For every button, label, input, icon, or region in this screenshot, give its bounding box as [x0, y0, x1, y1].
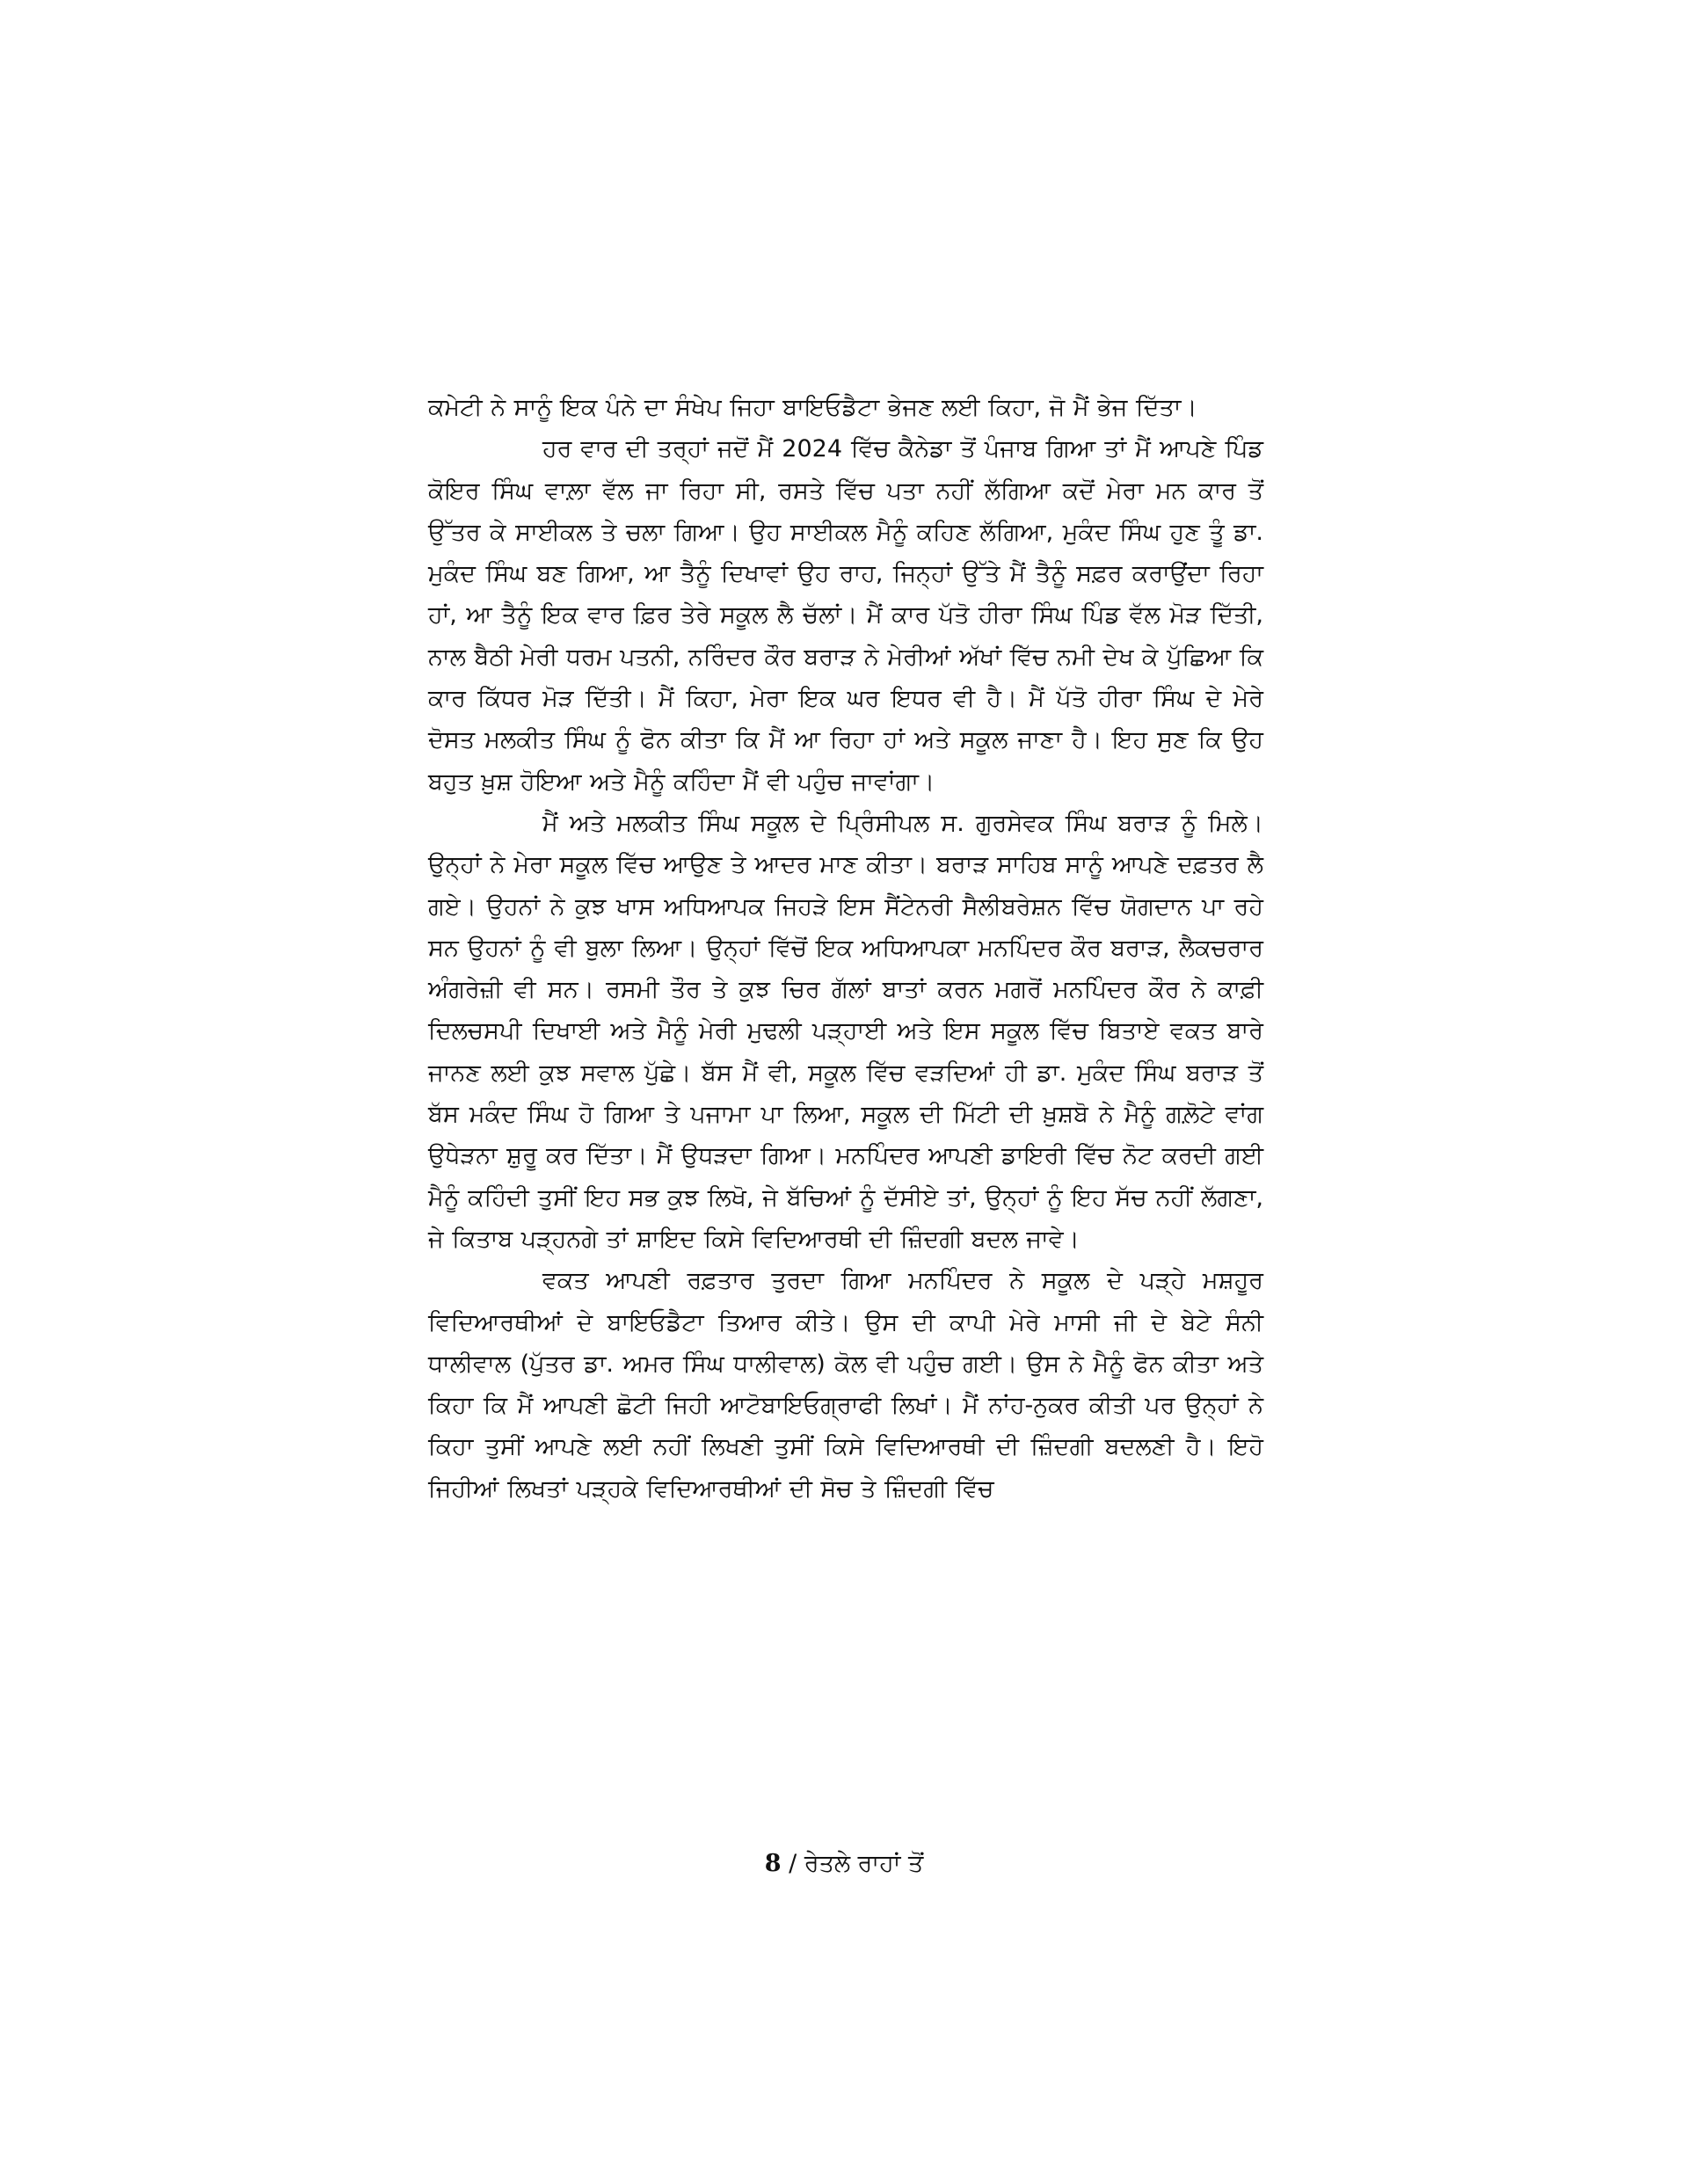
- book-title: ਰੇਤਲੇ ਰਾਹਾਂ ਤੋਂ: [804, 1850, 924, 1877]
- paragraph-4: ਵਕਤ ਆਪਣੀ ਰਫ਼ਤਾਰ ਤੁਰਦਾ ਗਿਆ ਮਨਪਿੰਦਰ ਨੇ ਸਕੂਲ ਦੇ ਪੜ੍ਹੇ ਮਸ਼ਹੂਰ ਵਿਦਿਆਰਥੀਆਂ ਦੇ ਬਾਇਓਡੈਟਾ ਤਿਆਰ ਕੀਤੇ। ਉਸ ਦੀ ਕਾਪੀ ਮੇਰੇ ਮਾਸੀ ਜੀ ਦੇ ਬੇਟੇ ਸੰਨੀ ਧਾਲੀਵਾਲ (ਪੁੱਤਰ ਡਾ. ਅਮਰ ਸਿੰਘ ਧਾਲੀਵਾਲ) ਕੋਲ ਵੀ ਪਹੁੰਚ ਗਈ। ਉਸ ਨੇ ਮੈਨੂੰ ਫੋਨ ਕੀਤਾ ਅਤੇ ਕਿਹਾ ਕਿ ਮੈਂ ਆਪਣੀ ਛੋਟੀ ਜਿਹੀ ਆਟੋਬਾਇਓਗ੍ਰਾਫੀ ਲਿਖਾਂ। ਮੈਂ ਨਾਂਹ-ਨੁਕਰ ਕੀਤੀ ਪਰ ਉਨ੍ਹਾਂ ਨੇ ਕਿਹਾ ਤੁਸੀਂ ਆਪਣੇ ਲਈ ਨਹੀਂ ਲਿਖਣੀ ਤੁਸੀਂ ਕਿਸੇ ਵਿਦਿਆਰਥੀ ਦੀ ਜ਼ਿੰਦਗੀ ਬਦਲਣੀ ਹੈ। ਇਹੋ ਜਿਹੀਆਂ ਲਿਖਤਾਂ ਪੜ੍ਹਕੇ ਵਿਦਿਆਰਥੀਆਂ ਦੀ ਸੋਚ ਤੇ ਜ਼ਿੰਦਗੀ ਵਿੱਚ: [428, 1267, 1263, 1503]
- body-text: [428, 387, 1263, 1510]
- footer-separator: /: [781, 1850, 804, 1877]
- paragraph-1: ਕਮੇਟੀ ਨੇ ਸਾਨੂੰ ਇਕ ਪੰਨੇ ਦਾ ਸੰਖੇਪ ਜਿਹਾ ਬਾਇਓਡੈਟਾ ਭੇਜਣ ਲਈ ਕਿਹਾ, ਜੋ ਮੈਂ ਭੇਜ ਦਿੱਤਾ।: [428, 394, 1197, 421]
- page-number: 8: [764, 1850, 782, 1877]
- page-footer: [0, 1846, 1688, 1882]
- paragraph-2: ਹਰ ਵਾਰ ਦੀ ਤਰ੍ਹਾਂ ਜਦੋਂ ਮੈਂ 2024 ਵਿੱਚ ਕੈਨੇਡਾ ਤੋਂ ਪੰਜਾਬ ਗਿਆ ਤਾਂ ਮੈਂ ਆਪਣੇ ਪਿੰਡ ਕੋਇਰ ਸਿੰਘ ਵਾਲ਼ਾ ਵੱਲ ਜਾ ਰਿਹਾ ਸੀ, ਰਸਤੇ ਵਿੱਚ ਪਤਾ ਨਹੀਂ ਲੱਗਿਆ ਕਦੋਂ ਮੇਰਾ ਮਨ ਕਾਰ ਤੋਂ ਉੱਤਰ ਕੇ ਸਾਈਕਲ ਤੇ ਚਲਾ ਗਿਆ। ਉਹ ਸਾਈਕਲ ਮੈਨੂੰ ਕਹਿਣ ਲੱਗਿਆ, ਮੁਕੰਦ ਸਿੰਘ ਹੁਣ ਤੂੰ ਡਾ. ਮੁਕੰਦ ਸਿੰਘ ਬਣ ਗਿਆ, ਆ ਤੈਨੂੰ ਦਿਖਾਵਾਂ ਉਹ ਰਾਹ, ਜਿਨ੍ਹਾਂ ਉੱਤੇ ਮੈਂ ਤੈਨੂੰ ਸਫ਼ਰ ਕਰਾਉਂਦਾ ਰਿਹਾ ਹਾਂ, ਆ ਤੈਨੂੰ ਇਕ ਵਾਰ ਫ਼ਿਰ ਤੇਰੇ ਸਕੂਲ ਲੈ ਚੱਲਾਂ। ਮੈਂ ਕਾਰ ਪੱਤੋ ਹੀਰਾ ਸਿੰਘ ਪਿੰਡ ਵੱਲ ਮੋੜ ਦਿੱਤੀ, ਨਾਲ ਬੈਠੀ ਮੇਰੀ ਧਰਮ ਪਤਨੀ, ਨਰਿੰਦਰ ਕੌਰ ਬਰਾੜ ਨੇ ਮੇਰੀਆਂ ਅੱਖਾਂ ਵਿੱਚ ਨਮੀ ਦੇਖ ਕੇ ਪੁੱਛਿਆ ਕਿ ਕਾਰ ਕਿੱਧਰ ਮੋੜ ਦਿੱਤੀ। ਮੈਂ ਕਿਹਾ, ਮੇਰਾ ਇਕ ਘਰ ਇਧਰ ਵੀ ਹੈ। ਮੈਂ ਪੱਤੋ ਹੀਰਾ ਸਿੰਘ ਦੇ ਮੇਰੇ ਦੋਸਤ ਮਲਕੀਤ ਸਿੰਘ ਨੂੰ ਫੋਨ ਕੀਤਾ ਕਿ ਮੈਂ ਆ ਰਿਹਾ ਹਾਂ ਅਤੇ ਸਕੂਲ ਜਾਣਾ ਹੈ। ਇਹ ਸੁਣ ਕਿ ਉਹ ਬਹੁਤ ਖ਼ੁਸ਼ ਹੋਇਆ ਅਤੇ ਮੈਨੂੰ ਕਹਿੰਦਾ ਮੈਂ ਵੀ ਪਹੁੰਚ ਜਾਵਾਂਗਾ।: [428, 435, 1263, 796]
- paragraph-3: ਮੈਂ ਅਤੇ ਮਲਕੀਤ ਸਿੰਘ ਸਕੂਲ ਦੇ ਪ੍ਰਿੰਸੀਪਲ ਸ. ਗੁਰਸੇਵਕ ਸਿੰਘ ਬਰਾੜ ਨੂੰ ਮਿਲੇ। ਉਨ੍ਹਾਂ ਨੇ ਮੇਰਾ ਸਕੂਲ ਵਿੱਚ ਆਉਣ ਤੇ ਆਦਰ ਮਾਣ ਕੀਤਾ। ਬਰਾੜ ਸਾਹਿਬ ਸਾਨੂੰ ਆਪਣੇ ਦਫ਼ਤਰ ਲੈ ਗਏ। ਉਹਨਾਂ ਨੇ ਕੁਝ ਖਾਸ ਅਧਿਆਪਕ ਜਿਹੜੇ ਇਸ ਸੈਂਟੇਨਰੀ ਸੈਲੀਬਰੇਸ਼ਨ ਵਿੱਚ ਯੋਗਦਾਨ ਪਾ ਰਹੇ ਸਨ ਉਹਨਾਂ ਨੂੰ ਵੀ ਬੁਲਾ ਲਿਆ। ਉਨ੍ਹਾਂ ਵਿੱਚੋਂ ਇਕ ਅਧਿਆਪਕਾ ਮਨਪਿੰਦਰ ਕੌਰ ਬਰਾੜ, ਲੈਕਚਰਾਰ ਅੰਗਰੇਜ਼ੀ ਵੀ ਸਨ। ਰਸਮੀ ਤੌਰ ਤੇ ਕੁਝ ਚਿਰ ਗੱਲਾਂ ਬਾਤਾਂ ਕਰਨ ਮਗਰੋਂ ਮਨਪਿੰਦਰ ਕੌਰ ਨੇ ਕਾਫ਼ੀ ਦਿਲਚਸਪੀ ਦਿਖਾਈ ਅਤੇ ਮੈਨੂੰ ਮੇਰੀ ਮੁਢਲੀ ਪੜ੍ਹਾਈ ਅਤੇ ਇਸ ਸਕੂਲ ਵਿੱਚ ਬਿਤਾਏ ਵਕਤ ਬਾਰੇ ਜਾਨਣ ਲਈ ਕੁਝ ਸਵਾਲ ਪੁੱਛੇ। ਬੱਸ ਮੈਂ ਵੀ, ਸਕੂਲ ਵਿੱਚ ਵੜਦਿਆਂ ਹੀ ਡਾ. ਮੁਕੰਦ ਸਿੰਘ ਬਰਾੜ ਤੋਂ ਬੱਸ ਮਕੰਦ ਸਿੰਘ ਹੋ ਗਿਆ ਤੇ ਪਜਾਮਾ ਪਾ ਲਿਆ, ਸਕੂਲ ਦੀ ਮਿੱਟੀ ਦੀ ਖ਼ੁਸ਼ਬੋ ਨੇ ਮੈਨੂੰ ਗਲ਼ੋਟੇ ਵਾਂਗ ਉਧੇੜਨਾ ਸ਼ੁਰੂ ਕਰ ਦਿੱਤਾ। ਮੈਂ ਉਧੜਦਾ ਗਿਆ। ਮਨਪਿੰਦਰ ਆਪਣੀ ਡਾਇਰੀ ਵਿੱਚ ਨੋਟ ਕਰਦੀ ਗਈ ਮੈਨੂੰ ਕਹਿੰਦੀ ਤੁਸੀਂ ਇਹ ਸਭ ਕੁਝ ਲਿਖੋ, ਜੇ ਬੱਚਿਆਂ ਨੂੰ ਦੱਸੀਏ ਤਾਂ, ਉਨ੍ਹਾਂ ਨੂੰ ਇਹ ਸੱਚ ਨਹੀਂ ਲੱਗਣਾ, ਜੇ ਕਿਤਾਬ ਪੜ੍ਹਨਗੇ ਤਾਂ ਸ਼ਾਇਦ ਕਿਸੇ ਵਿਦਿਆਰਥੀ ਦੀ ਜ਼ਿੰਦਗੀ ਬਦਲ ਜਾਵੇ।: [428, 809, 1263, 1253]
